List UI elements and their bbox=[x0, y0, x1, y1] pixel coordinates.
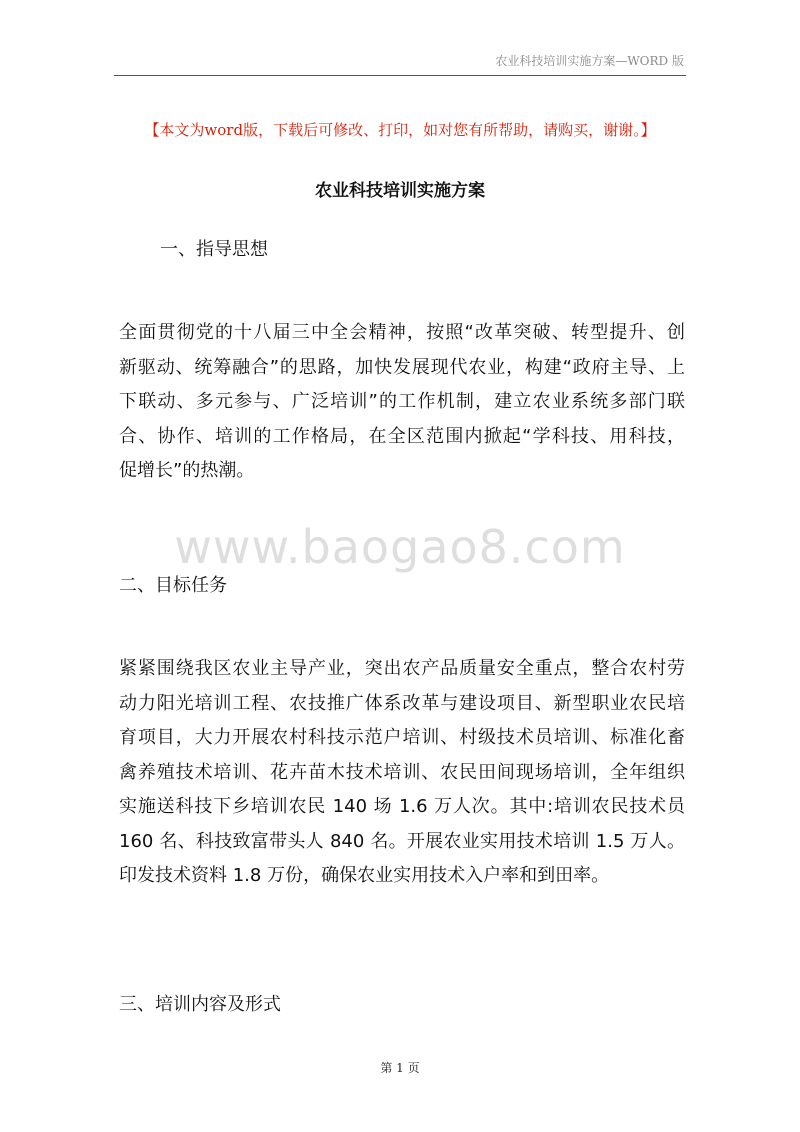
document-title: 农业科技培训实施方案 bbox=[315, 181, 485, 201]
paragraph-line: 全面贯彻党的十八届三中全会精神，按照“改革突破、转型提升、创 bbox=[119, 322, 685, 343]
purchase-notice: 【本文为word版，下载后可修改、打印，如对您有所帮助，请购买，谢谢。】 bbox=[144, 121, 656, 139]
page-number: 第 1 页 bbox=[380, 1061, 420, 1075]
paragraph-line: 动力阳光培训工程、农技推广体系改革与建设项目、新型职业农民培 bbox=[119, 692, 685, 714]
paragraph-line: 下联动、多元参与、广泛培训”的工作机制，建立农业系统多部门联 bbox=[119, 391, 685, 412]
paragraph-line: 合、协作、培训的工作格局，在全区范围内掀起“学科技、用科技， bbox=[119, 425, 685, 447]
running-header: 农业科技培训实施方案—WORD 版 bbox=[495, 54, 684, 68]
paragraph-line: 紧紧围绕我区农业主导产业，突出农产品质量安全重点，整合农村劳 bbox=[119, 658, 685, 679]
paragraph-line: 印发技术资料 1.8 万份，确保农业实用技术入户率和到田率。 bbox=[119, 865, 610, 886]
paragraph-line: 禽养殖技术培训、花卉苗木技术培训、农民田间现场培训，全年组织 bbox=[119, 761, 685, 783]
header-divider bbox=[114, 75, 686, 76]
paragraph-line: 新驱动、统筹融合”的思路，加快发展现代农业，构建“政府主导、上 bbox=[119, 356, 685, 378]
paragraph-line: 实施送科技下乡培训农民 140 场 1.6 万人次。其中:培训农民技术员 bbox=[119, 796, 685, 817]
section-heading-training-content: 三、培训内容及形式 bbox=[119, 994, 281, 1015]
paragraph-line: 160 名、科技致富带头人 840 名。开展农业实用技术培训 1.5 万人。 bbox=[119, 830, 685, 852]
paragraph-goals-tasks bbox=[119, 652, 685, 894]
section-heading-goals-tasks: 二、目标任务 bbox=[119, 575, 227, 596]
section-heading-guiding-ideology: 一、指导思想 bbox=[160, 239, 268, 260]
paragraph-line: 育项目，大力开展农村科技示范户培训、村级技术员培训、标准化畜 bbox=[119, 727, 685, 748]
paragraph-guiding-ideology bbox=[119, 316, 685, 489]
watermark: www.baogao8.com bbox=[174, 520, 626, 574]
paragraph-line: 促增长”的热潮。 bbox=[119, 460, 255, 481]
